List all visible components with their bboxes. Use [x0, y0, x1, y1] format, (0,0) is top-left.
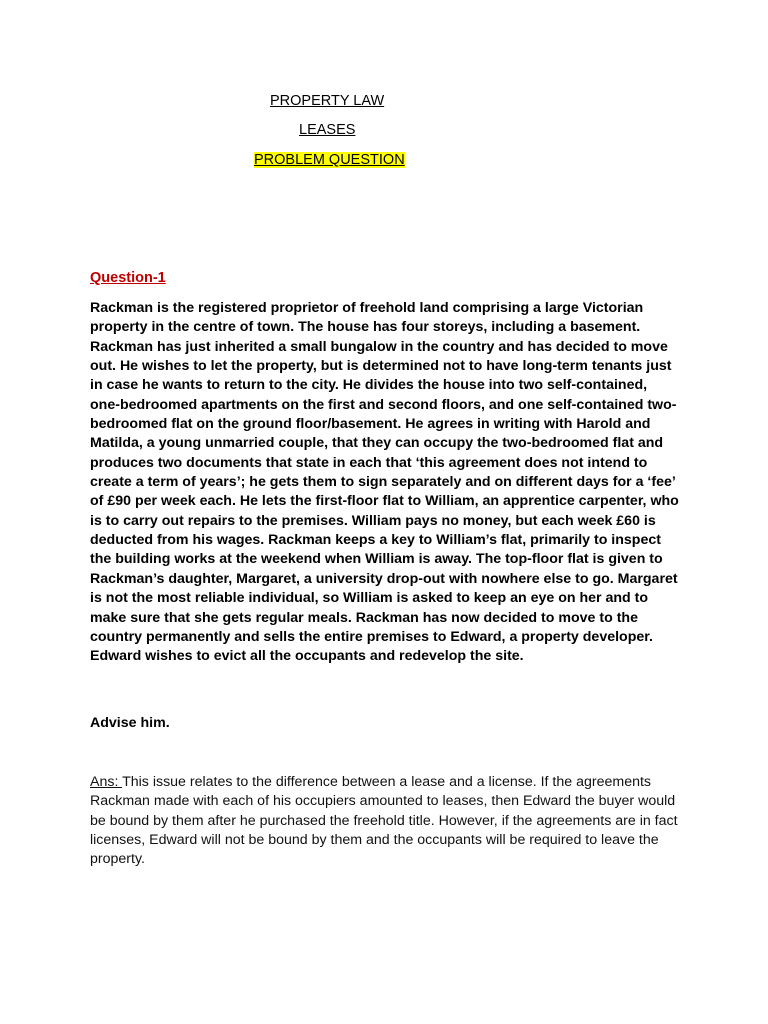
- answer-label: Ans:: [90, 774, 123, 790]
- document-subtitle: LEASES: [299, 122, 356, 138]
- question-instruction: Advise him.: [90, 715, 170, 731]
- answer-text: This issue relates to the difference between a lease and a license. If the agreements Rackman made with each of his occupiers amounted to leases, then Edward the buyer would be bound by them after he purchased the freehold title. However, if the agreements are in fact licenses, Edward will not be bound by them and the occupants will be required to leave the property.: [90, 774, 678, 868]
- question-body: Rackman is the registered proprietor of freehold land comprising a large Victorian property in the centre of town. The house has four storeys, including a basement. Rackman has just inherited a small bungalow in the country and has decided to move out. He wishes to let the property, but is determined not to have long-term tenants just in case he wants to return to the city. He divides the house into two self-contained, one-bedroomed apartments on the first and second floors, and one self-contained two-bedroomed flat on the ground floor/basement. He agrees in writing with Harold and Matilda, a young unmarried couple, that they can occupy the two-bedroomed flat and produces two documents that state in each that ‘this agreement does not intend to create a term of years’; he gets them to sign separately and on different days for a ‘fee’ of £90 per week each. He lets the first-floor flat to William, an apprentice carpenter, who is to carry out repairs to the premises. William pays no money, but each week £60 is deducted from his wages. Rackman keeps a key to William’s flat, primarily to inspect the building works at the weekend when William is away. The top-floor flat is given to Rackman’s daughter, Margaret, a university drop-out with nowhere else to go. Margaret is not the most reliable individual, so William is asked to keep an eye on her and to make sure that she gets regular meals. Rackman has now decided to move to the country permanently and sells the entire premises to Edward, a property developer. Edward wishes to evict all the occupants and redevelop the site.: [90, 300, 679, 665]
- answer-paragraph: [90, 773, 680, 869]
- question-heading: Question-1: [90, 270, 166, 286]
- document-title: PROPERTY LAW: [270, 93, 385, 109]
- highlighted-heading: PROBLEM QUESTION: [254, 152, 405, 168]
